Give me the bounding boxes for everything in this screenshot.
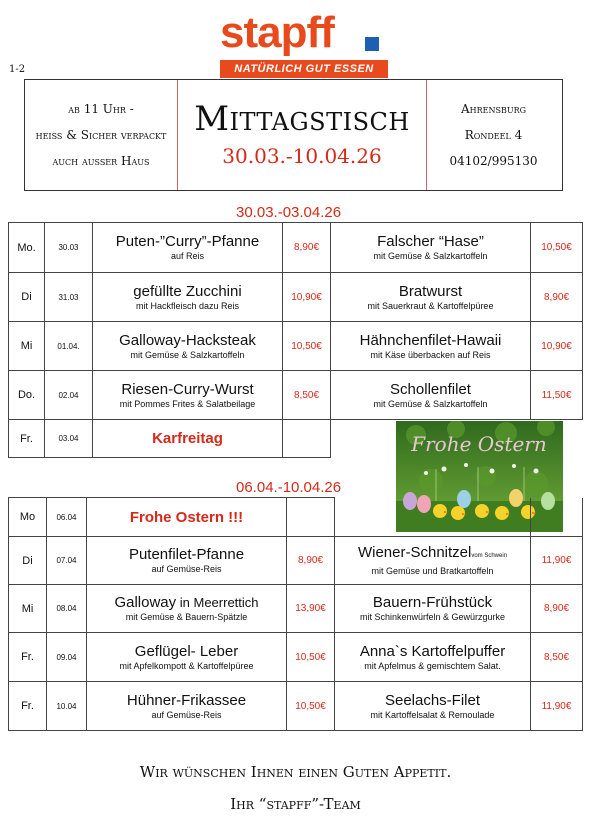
dish-side: mit Gemüse & Salzkartoffeln bbox=[130, 349, 245, 360]
address-phone: 04102/995130 bbox=[449, 154, 538, 168]
week2-heading: 06.04.-10.04.26 bbox=[236, 479, 342, 496]
price-2: 10,50€ bbox=[531, 223, 583, 273]
easter-text: Frohe Ostern bbox=[411, 432, 547, 456]
dish-name: Galloway bbox=[114, 594, 177, 611]
menu-row bbox=[9, 537, 583, 585]
day-cell: Di bbox=[9, 273, 45, 322]
menu-row bbox=[9, 223, 583, 273]
dish-2 bbox=[331, 322, 531, 371]
holiday-row bbox=[9, 498, 583, 537]
dish-name: Anna`s Kartoffelpuffer bbox=[359, 642, 506, 660]
dish-side: mit Apfelkompott & Kartoffelpüree bbox=[119, 660, 254, 671]
dish-2 bbox=[335, 537, 531, 585]
dish-name: Puten-”Curry”-Pfanne bbox=[115, 233, 260, 250]
dish-name: Bauern-Frühstück bbox=[372, 594, 493, 611]
dish-side: mit Apfelmus & gemischtem Salat. bbox=[364, 660, 501, 671]
dish-side: mit Gemüse & Bauern-Spätzle bbox=[125, 612, 248, 622]
dish-1 bbox=[93, 371, 283, 420]
date-cell: 02.04 bbox=[45, 371, 93, 420]
dish-name: Hühner-Frikassee bbox=[126, 691, 247, 709]
price-1: 8,50€ bbox=[283, 371, 331, 420]
dish-1 bbox=[93, 322, 283, 371]
week1-heading: 30.03.-03.04.26 bbox=[236, 204, 342, 221]
price-2: 11,90€ bbox=[531, 682, 583, 731]
price-1: 10,50€ bbox=[283, 322, 331, 371]
dish-name: Seelachs-Filet bbox=[384, 691, 481, 709]
day-cell: Mi bbox=[9, 322, 45, 371]
price-1: 8,90€ bbox=[287, 537, 335, 585]
footer-signature: Ihr “stapff”-Team bbox=[230, 795, 361, 813]
dish-2 bbox=[331, 371, 531, 420]
dish-1 bbox=[87, 682, 287, 731]
dish-name: Wiener-Schnitzel bbox=[357, 544, 472, 561]
page-number: 1-2 bbox=[9, 64, 26, 75]
dish-name: Galloway-Hacksteak bbox=[119, 331, 256, 349]
logo-blue-square bbox=[365, 37, 379, 51]
dish-2 bbox=[335, 633, 531, 682]
date-cell: 03.04 bbox=[45, 420, 93, 458]
dish-name: Geflügel- Leber bbox=[134, 642, 239, 660]
page-title: Mittagstisch bbox=[194, 99, 410, 139]
dish-name: Hähnchenfilet-Hawaii bbox=[359, 331, 502, 349]
date-cell: 01.04. bbox=[45, 322, 93, 371]
dish-name: Putenfilet-Pfanne bbox=[128, 546, 245, 563]
logo-slogan: NATÜRLICH GUT ESSEN bbox=[220, 60, 388, 78]
day-cell: Mi bbox=[9, 585, 47, 633]
date-cell: 07.04 bbox=[47, 537, 87, 585]
dish-2 bbox=[335, 585, 531, 633]
date-cell: 10.04 bbox=[47, 682, 87, 731]
dish-1 bbox=[93, 223, 283, 273]
day-cell: Do. bbox=[9, 371, 45, 420]
dish-side: mit Gemüse und Bratkartoffeln bbox=[371, 566, 494, 576]
dish-name: gefüllte Zucchini bbox=[133, 282, 242, 300]
address-street: Rondeel 4 bbox=[464, 128, 523, 142]
address-city: Ahrensburg bbox=[460, 102, 527, 116]
dish-2 bbox=[331, 223, 531, 273]
price-2: 11,50€ bbox=[531, 371, 583, 420]
service-info bbox=[25, 80, 177, 190]
menu-row bbox=[9, 371, 583, 420]
title-dates: 30.03.-10.04.26 bbox=[222, 144, 382, 168]
dish-1 bbox=[87, 537, 287, 585]
price-1: 13,90€ bbox=[287, 585, 335, 633]
price-2: 10,90€ bbox=[531, 322, 583, 371]
dish-1 bbox=[93, 273, 283, 322]
menu-row bbox=[9, 585, 583, 633]
dish-name: Schollenfilet bbox=[390, 380, 471, 398]
empty-cell bbox=[531, 498, 583, 537]
menu-row bbox=[9, 273, 583, 322]
empty-cell bbox=[335, 498, 531, 537]
menu-row bbox=[9, 682, 583, 731]
holiday-label: Karfreitag bbox=[93, 420, 283, 458]
price-2: 11,90€ bbox=[531, 537, 583, 585]
price-1: 10,50€ bbox=[287, 682, 335, 731]
service-line: ab 11 Uhr - bbox=[68, 102, 134, 116]
dish-side: mit Pommes Frites & Salatbeilage bbox=[119, 398, 256, 409]
menu-row bbox=[9, 322, 583, 371]
date-cell: 08.04 bbox=[47, 585, 87, 633]
date-cell: 06.04 bbox=[47, 498, 87, 537]
dish-side: mit Kartoffelsalat & Remoulade bbox=[370, 709, 495, 720]
dish-2 bbox=[331, 273, 531, 322]
day-cell: Fr. bbox=[9, 682, 47, 731]
dish-name: Falscher “Hase” bbox=[377, 233, 484, 250]
date-cell: 31.03 bbox=[45, 273, 93, 322]
service-line: heiß & Sicher verpackt bbox=[35, 128, 167, 142]
dish-side: mit Hackfleisch dazu Reis bbox=[135, 300, 240, 311]
date-cell: 09.04 bbox=[47, 633, 87, 682]
dish-1 bbox=[87, 585, 287, 633]
dish-side: mit Schinkenwürfeln & Gewürzgurke bbox=[359, 612, 506, 622]
day-cell: Mo bbox=[9, 498, 47, 537]
dish-name-rest: in Meerrettich bbox=[176, 595, 259, 610]
week2-menu-table bbox=[8, 497, 583, 731]
stapff-logo bbox=[220, 8, 388, 74]
price-1: 8,90€ bbox=[283, 223, 331, 273]
title-block bbox=[177, 80, 427, 190]
dish-side: auf Gemüse-Reis bbox=[151, 564, 222, 574]
dish-side: auf Reis bbox=[170, 251, 205, 261]
price-2: 8,90€ bbox=[531, 585, 583, 633]
price-1: 10,50€ bbox=[287, 633, 335, 682]
service-line: auch ausser Haus bbox=[52, 154, 150, 168]
dish-side: mit Käse überbacken auf Reis bbox=[370, 349, 491, 360]
date-cell: 30.03 bbox=[45, 223, 93, 273]
price-2: 8,50€ bbox=[531, 633, 583, 682]
empty-cell bbox=[287, 498, 335, 537]
menu-row bbox=[9, 633, 583, 682]
day-cell: Fr. bbox=[9, 420, 45, 458]
empty-cell bbox=[283, 420, 331, 458]
holiday-label: Frohe Ostern !!! bbox=[87, 498, 287, 537]
price-2: 8,90€ bbox=[531, 273, 583, 322]
dish-1 bbox=[87, 633, 287, 682]
day-cell: Fr. bbox=[9, 633, 47, 682]
day-cell: Di bbox=[9, 537, 47, 585]
price-1: 10,90€ bbox=[283, 273, 331, 322]
dish-name: Bratwurst bbox=[398, 282, 463, 300]
dish-name-suffix: vom Schwein bbox=[471, 553, 508, 559]
footer bbox=[0, 756, 591, 820]
logo-wordmark: stapff bbox=[220, 8, 334, 57]
day-cell: Mo. bbox=[9, 223, 45, 273]
dish-side: mit Gemüse & Salzkartoffeln bbox=[373, 251, 488, 261]
footer-greeting: Wir wünschen Ihnen einen Guten Appetit. bbox=[139, 763, 452, 781]
dish-side: mit Gemüse & Salzkartoffeln bbox=[373, 398, 488, 409]
dish-side: auf Gemüse-Reis bbox=[151, 709, 222, 720]
header-box bbox=[24, 79, 563, 191]
dish-2 bbox=[335, 682, 531, 731]
address-block bbox=[425, 80, 562, 190]
dish-side: mit Sauerkraut & Kartoffelpüree bbox=[367, 300, 494, 311]
dish-name: Riesen-Curry-Wurst bbox=[121, 380, 254, 398]
